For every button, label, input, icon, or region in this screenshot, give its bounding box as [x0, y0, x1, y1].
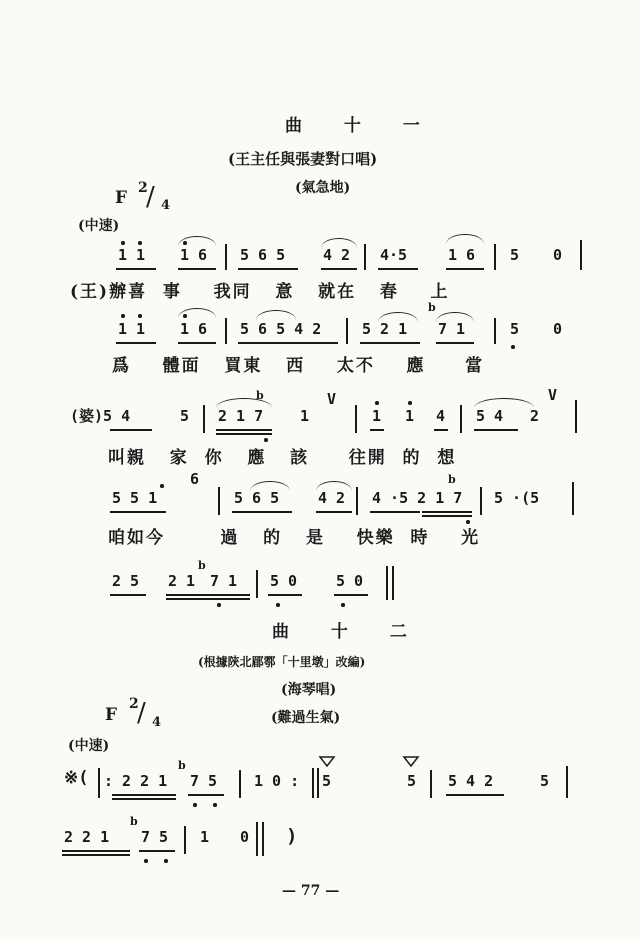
notes: 7 5 — [141, 828, 169, 846]
song12-key: F — [105, 705, 118, 725]
song12-meter-bottom: 4 — [152, 715, 162, 730]
notes: 5 — [510, 320, 520, 338]
song12-instrument: (海琴唱) — [281, 682, 337, 698]
notes: : 2 2 1 — [104, 772, 168, 790]
notes: 5 — [540, 772, 550, 790]
fermata-triangle — [404, 757, 418, 766]
notes: 4 2 — [323, 246, 351, 264]
song11-meter-bottom: 4 — [161, 198, 171, 213]
breath-mark: V — [548, 386, 558, 404]
song12-meter-slash: / — [137, 698, 146, 728]
notes: 5 0 — [336, 572, 364, 590]
notes: 1 6 — [180, 320, 208, 338]
notes: 5 — [322, 772, 332, 790]
notes: 5 — [407, 772, 417, 790]
flat-sign: b — [198, 559, 206, 572]
notes: 1 — [405, 407, 415, 425]
notes: 5 ·(5 — [494, 489, 540, 507]
notes: 1 — [372, 407, 382, 425]
notes: (婆)5 4 — [70, 407, 131, 425]
song11-title: 曲 十 一 — [285, 116, 438, 136]
flat-sign: b — [448, 473, 456, 486]
song11-mood: (氣急地) — [295, 180, 351, 196]
notes: 7 1 — [210, 572, 238, 590]
song12-mood: (難過生氣) — [271, 710, 341, 726]
song12-meter-top: 2 — [129, 696, 139, 712]
lyrics: (王)辦喜 事 我同 意 就在 春 上 — [70, 282, 450, 302]
flat-sign: b — [178, 759, 186, 772]
notes: 5 6 5 — [234, 489, 280, 507]
flat-sign: b — [130, 815, 138, 828]
notes: 2 5 — [112, 572, 140, 590]
notes: 5 — [510, 246, 520, 264]
notes: 5 5 1 — [112, 489, 158, 507]
notes: ※( — [64, 768, 89, 788]
song11-key: F — [115, 188, 128, 208]
notes: 5 — [180, 407, 190, 425]
song12-title: 曲 十 二 — [272, 622, 425, 642]
song12-source-note: (根據陝北郿鄠「十里墩」改編) — [198, 655, 366, 669]
notes: 4 ·5 2 1 7 — [372, 489, 463, 507]
song11-subtitle: (王主任與張妻對口唱) — [228, 150, 378, 168]
notes: 1 6 — [180, 246, 208, 264]
notes: 1 0 : — [254, 772, 300, 790]
notes: 1 — [200, 828, 210, 846]
notes: 0 — [553, 246, 563, 264]
notes: 1 — [300, 407, 310, 425]
breath-mark: V — [327, 390, 337, 408]
notes: 7 5 — [190, 772, 218, 790]
notes: 1 1 — [118, 246, 146, 264]
notes: 0 — [553, 320, 563, 338]
song11-meter-slash: / — [146, 182, 155, 212]
notes: 5 2 1 — [362, 320, 408, 338]
notes: 6 — [190, 470, 200, 488]
notes: 5 4 — [476, 407, 504, 425]
notes: 4 — [436, 407, 446, 425]
notes: 4·5 — [380, 246, 408, 264]
song12-tempo: (中速) — [68, 738, 110, 754]
lyrics: 叫親 家 你 應 該 往開 的 想 — [108, 448, 457, 468]
notes: 2 1 7 — [218, 407, 264, 425]
notes: 5 4 2 — [448, 772, 494, 790]
flat-sign: b — [428, 301, 436, 314]
notes: 1 6 — [448, 246, 476, 264]
notes: 4 2 — [318, 489, 346, 507]
song11-meter-top: 2 — [138, 180, 148, 196]
notes: 2 2 1 — [64, 828, 110, 846]
lyrics: 咱如今 過 的 是 快樂 時 光 — [108, 528, 481, 548]
notes: ) — [286, 825, 298, 847]
fermata-triangle — [320, 757, 334, 766]
notes: 5 6 5 — [240, 246, 286, 264]
notes: 5 0 — [270, 572, 298, 590]
notes: 7 1 — [438, 320, 466, 338]
flat-sign: b — [256, 389, 264, 402]
lyrics: 爲 體面 買東 西 太不 應 當 — [112, 356, 485, 376]
page-number: — 77 — — [282, 883, 340, 899]
notes: 5 6 5 4 2 — [240, 320, 322, 338]
notes: 1 1 — [118, 320, 146, 338]
song11-tempo: (中速) — [78, 218, 120, 234]
notes: 2 1 — [168, 572, 196, 590]
notes: 2 — [530, 407, 540, 425]
notes: 0 — [240, 828, 250, 846]
